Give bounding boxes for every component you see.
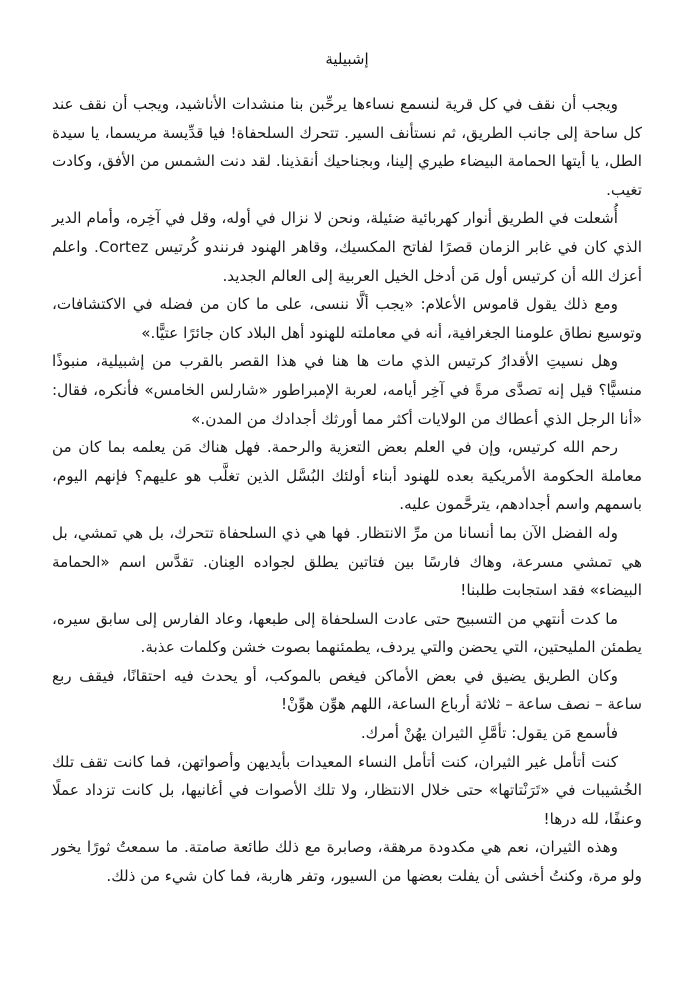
paragraph-8: وكان الطريق يضيق في بعض الأماكن فيغص بالموكب، أو يحدث فيه احتقانًا، فيقف ربع ساعة – نصف ساعة – ثلاثة أرباع الساعة، اللهم هوِّن هوِّنْ! (52, 666, 642, 714)
page-body (52, 90, 642, 891)
paragraph-5: رحم الله كرتيس، وإن في العلم بعض التعزية والرحمة. فهل هناك مَن يعلمه بما كان من معاملة الحكومة الأمريكية بعده للهنود أبناء أولئك البُسَّل الذين تغلَّب هو عليهم؟ فإنهم اليوم، باسمهم واسم أجدادهم، يترحَّمون عليه. (52, 438, 642, 514)
paragraph-10: كنت أتأمل غير الثيران، كنت أتأمل النساء المعيدات بأيديهن وأصواتهن، فما كانت تقف تلك الخُشيبات في «تَرَنْتاتها» حتى خلال الانتظار، ولا تلك الأصوات في أغانيها، بل كانت تزداد عملًا وعنفًا، لله درها! (52, 752, 642, 828)
paragraph-2: أُشعلت في الطريق أنوار كهربائية ضئيلة، ونحن لا نزال في أوله، وقل في آخِره، وأمام الدير الذي كان في غابر الزمان قصرًا لفاتح المكسيك، وقاهر الهنود فرنندو كُرتيس Cortez. واعلم أعزك الله أن كرتيس أول مَن أدخل الخيل العربية إلى العالم الجديد. (52, 209, 642, 285)
paragraph-7: ما كدت أنتهي من التسبيح حتى عادت السلحفاة إلى طبعها، وعاد الفارس إلى سابق سيره، يطمئن المليحتين، التي يحضن والتي يردف، يطمئنهما بصوت خشن وكلمات عذبة. (52, 609, 642, 657)
paragraph-4: وهل نسيتِ الأقدارُ كرتيس الذي مات ها هنا في هذا القصر بالقرب من إشبيلية، منبوذًا منسيًّا؟ قيل إنه تصدَّى مرةً في آخِر أيامه، لعربة الإمبراطور «شارلس الخامس» فأنكره، فقال: «أنا الرجل الذي أعطاك من الولايات أكثر مما أورثك أجدادك من المدن.» (52, 352, 642, 428)
paragraph-6: وله الفضل الآن بما أنسانا من مرِّ الانتظار. فها هي ذي السلحفاة تتحرك، بل هي تمشي، بل هي تمشي مسرعة، وهاك فارسًا بين فتاتين يطلق لجواده العِنان. تقدَّس اسم «الحمامة البيضاء» فقد استجابت طلبنا! (52, 523, 642, 600)
paragraph-1: ويجب أن نقف في كل قرية لنسمع نساءها يرحِّبن بنا منشدات الأناشيد، ويجب أن نقف عند كل ساحة إلى جانب الطريق، ثم نستأنف السير. تتحرك السلحفاة! فيا قدِّيسة مريسما، يا سيدة الطل، يا أيتها الحمامة البيضاء طيري إلينا، وبجناحيك أنقذينا. لقد دنت الشمس من الأفق، وكادت تغيب. (52, 95, 642, 199)
paragraph-9: فأسمع مَن يقول: تأمَّلِ الثيران يهُنْ أمرك. (360, 724, 618, 743)
running-header: إشبيلية (325, 50, 369, 68)
paragraph-11: وهذه الثيران، نعم هي مكدودة مرهقة، وصابرة مع ذلك طائعة صامتة. ما سمعتُ ثورًا يخور ولو مرة، وكنتُ أخشى أن يفلت بعضها من السيور، وتفر هاربة، فما كان شيء من ذلك. (52, 838, 642, 886)
paragraph-3: ومع ذلك يقول قاموس الأعلام: «يجب ألَّا ننسى، على ما كان من فضله في الاكتشافات، وتوسيع نطاق علومنا الجغرافية، أنه في معاملته للهنود أهل البلاد كان جائرًا عتيًّا.» (52, 295, 642, 342)
